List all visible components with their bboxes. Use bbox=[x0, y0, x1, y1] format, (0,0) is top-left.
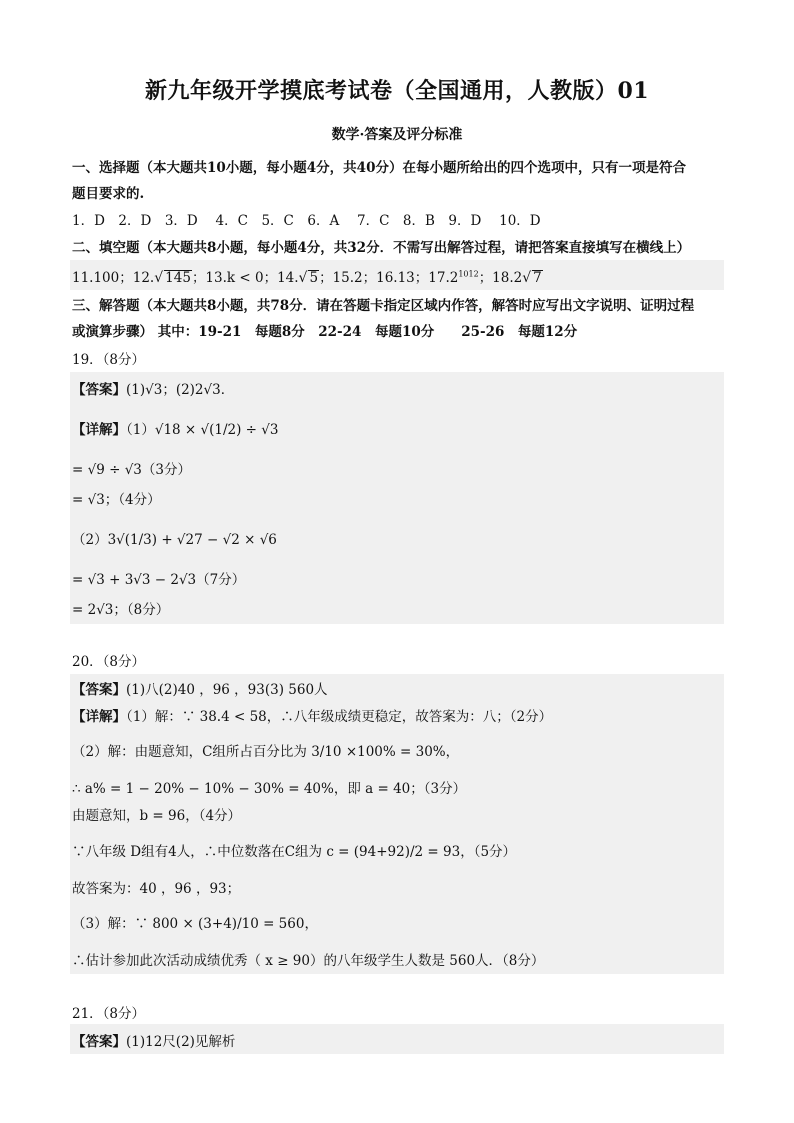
page-title: 新九年级开学摸底考试卷（全国通用，人教版）01 bbox=[144, 78, 650, 104]
answer-18-radicand: 7 bbox=[533, 270, 542, 286]
q20-answer bbox=[72, 678, 724, 698]
answer-13: ；13.k < 0；14. bbox=[191, 270, 299, 286]
q20-step-6: 故答案为：40 ，96 ，93； bbox=[72, 881, 241, 897]
q20-detail-1 bbox=[72, 705, 724, 725]
answer-11: 11.100； bbox=[72, 270, 133, 286]
answer-12-radicand: 145 bbox=[165, 270, 191, 286]
detail-tag: 【详解】 bbox=[72, 709, 126, 725]
q21-answer bbox=[72, 1030, 724, 1050]
answer-15-17: ；15.2；16.13；17.2 bbox=[319, 270, 459, 286]
answer-14-radicand: 5 bbox=[309, 270, 319, 286]
q20-label: 20．（8分） bbox=[72, 654, 146, 670]
section3-heading-line1: 三、解答题（本大题共8小题，共78分．请在答题卡指定区域内作答，解答时应写出文字说明、证明过程 bbox=[72, 298, 695, 314]
page-subtitle: 数学·答案及评分标准 bbox=[331, 127, 463, 143]
q19-step-2: = √9 ÷ √3（3分） bbox=[72, 462, 191, 478]
section2-heading: 二、填空题（本大题共8小题，每小题4分，共32分．不需写出解答过程，请把答案直接填写在横线上） bbox=[72, 240, 691, 256]
q20-step-4: 由题意知，b = 96，（4分） bbox=[72, 808, 242, 824]
q20-step-2: （2）解：由题意知，C组所占百分比为 3/10 ×100% = 30%， bbox=[72, 744, 460, 760]
q20-step-3: ∴ a% = 1 − 20% − 10% − 30% = 40%，即 a = 40；（3分） bbox=[72, 781, 467, 797]
q19-detail-1 bbox=[72, 418, 724, 438]
q21-label: 21．（8分） bbox=[72, 1006, 146, 1022]
answer-18-prefix: ；18.2 bbox=[478, 270, 523, 286]
sqrt-icon: √ bbox=[298, 270, 308, 286]
section1-heading-line1: 一、选择题（本大题共10小题，每小题4分，共40分）在每小题所给出的四个选项中，只有一项是符合 bbox=[72, 160, 686, 176]
q20-step-7: （3）解：∵ 800 × (3+4)/10 = 560， bbox=[72, 916, 318, 932]
q20-step-5: ∵八年级 D组有4人，∴中位数落在C组为 c = (94+92)/2 = 93，（5分） bbox=[72, 844, 517, 860]
answer-12-prefix: 12. bbox=[132, 270, 155, 286]
q20-step-1: （1）解：∵ 38.4 < 58，∴八年级成绩更稳定，故答案为：八；（2分） bbox=[126, 709, 553, 725]
q19-answer-text: (1)√3；(2)2√3． bbox=[126, 382, 235, 398]
answer-tag: 【答案】 bbox=[72, 382, 126, 398]
section3-heading-line2: 或演算步骤） 其中：19-21 每题8分 22-24 每题10分 25-26 每题12分 bbox=[72, 324, 578, 340]
answer-tag: 【答案】 bbox=[72, 1034, 126, 1050]
section1-answers: 1．D 2．D 3．D 4．C 5．C 6．A 7．C 8．B 9．D 10．D bbox=[72, 213, 541, 229]
answer-tag: 【答案】 bbox=[72, 682, 126, 698]
q19-label: 19．（8分） bbox=[72, 352, 146, 368]
answer-17-exponent: 1012 bbox=[458, 269, 479, 279]
q19-answer bbox=[72, 378, 724, 398]
q21-answer-text: (1)12尺(2)见解析 bbox=[126, 1034, 236, 1050]
q19-step-6: = 2√3；（8分） bbox=[72, 602, 170, 618]
detail-tag: 【详解】 bbox=[72, 422, 126, 438]
q19-step-3: = √3；（4分） bbox=[72, 492, 161, 508]
q20-answer-text: (1)八(2)40 ，96 ，93(3) 560人 bbox=[126, 682, 328, 698]
q19-step-4: （2）3√(1/3) + √27 − √2 × √6 bbox=[72, 532, 277, 548]
q20-step-8: ∴估计参加此次活动成绩优秀（ x ≥ 90）的八年级学生人数是 560人．（8分） bbox=[72, 953, 545, 969]
sqrt-icon: √ bbox=[522, 270, 532, 286]
sqrt-icon: √ bbox=[154, 270, 164, 286]
section2-answers bbox=[72, 266, 724, 286]
q19-step-1: （1）√18 × √(1/2) ÷ √3 bbox=[126, 422, 279, 438]
section1-heading-line2: 题目要求的. bbox=[72, 186, 145, 202]
q19-step-5: = √3 + 3√3 − 2√3（7分） bbox=[72, 572, 246, 588]
